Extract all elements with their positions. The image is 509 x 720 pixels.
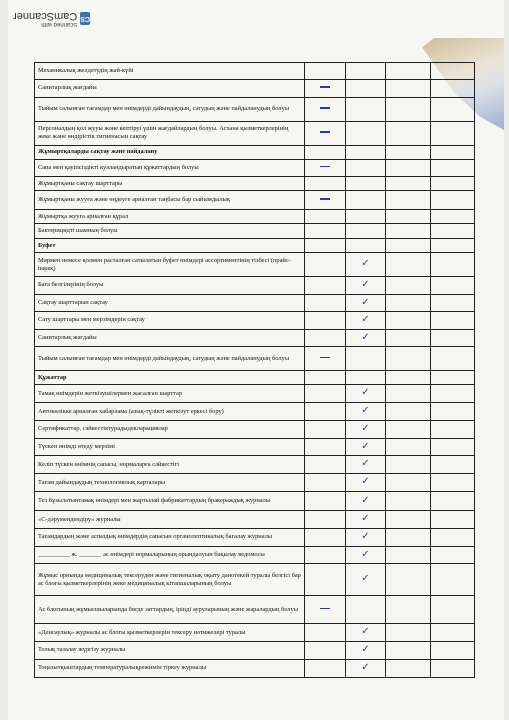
- mark-cell: [431, 294, 475, 312]
- table-row: [35, 177, 475, 191]
- mark-cell: [431, 63, 475, 80]
- row-label: Жұмыртқаны сақтау шарттары: [35, 177, 305, 191]
- mark-cell: [346, 421, 386, 439]
- mark-cell: [386, 210, 431, 224]
- mark-cell: [431, 438, 475, 456]
- checkmark-icon: ✓: [361, 296, 370, 308]
- table-row: [35, 421, 475, 439]
- row-label: Мөрмен немесе қолмен расталған сатылатын буфет өнімдері ассортиментінің тізбесі (прайс-парақ): [35, 253, 305, 277]
- dash-mark-icon: [320, 608, 330, 610]
- mark-cell: [305, 511, 346, 529]
- mark-cell: [346, 529, 386, 547]
- row-label: Тез бұзылатынтамақ өнімдері мен жартылай фабрикаттардың бракераждық журналы: [35, 492, 305, 511]
- table-row: [35, 511, 475, 529]
- table-row: [35, 224, 475, 239]
- mark-cell: [305, 224, 346, 239]
- mark-cell: [386, 97, 431, 121]
- mark-cell: [431, 210, 475, 224]
- inspection-table: [34, 62, 475, 678]
- mark-cell: [431, 624, 475, 642]
- mark-cell: [431, 596, 475, 624]
- mark-cell: [431, 642, 475, 660]
- table-row: [35, 210, 475, 224]
- mark-cell: [386, 642, 431, 660]
- table-row: [35, 253, 475, 277]
- section-header-row: [35, 239, 475, 253]
- mark-cell: [431, 546, 475, 564]
- table-row: [35, 456, 475, 474]
- table-row: [35, 659, 475, 677]
- mark-cell: [386, 371, 431, 385]
- mark-cell: [305, 546, 346, 564]
- row-label: Персоналдың қол жууы және кептіруі үшін жағдайлардың болуы. Асхана қызметкерлерінің жеке және өндірістік гигиенасын сақтау: [35, 121, 305, 145]
- mark-cell: [431, 564, 475, 596]
- table-row: [35, 624, 475, 642]
- table-row: [35, 347, 475, 371]
- mark-cell: [431, 253, 475, 277]
- table-row: [35, 329, 475, 347]
- table-row: [35, 474, 475, 492]
- mark-cell: [305, 642, 346, 660]
- mark-cell: [346, 312, 386, 330]
- mark-cell: [431, 177, 475, 191]
- mark-cell: [386, 329, 431, 347]
- checkmark-icon: ✓: [361, 458, 370, 470]
- row-label: Сату шарттары мен мерзімдерін сақтау: [35, 312, 305, 330]
- mark-cell: [386, 80, 431, 98]
- mark-cell: [346, 63, 386, 80]
- mark-cell: [386, 145, 431, 159]
- table-row: [35, 312, 475, 330]
- mark-cell: [431, 421, 475, 439]
- table-row: [35, 403, 475, 421]
- mark-cell: [386, 564, 431, 596]
- table-row: [35, 492, 475, 511]
- mark-cell: [305, 659, 346, 677]
- mark-cell: [431, 529, 475, 547]
- mark-cell: [431, 97, 475, 121]
- mark-cell: [386, 659, 431, 677]
- mark-cell: [305, 385, 346, 403]
- row-label: «Денсаулық» журналы ас блогы қызметкерлерін тексеру нәтижелері туралы: [35, 624, 305, 642]
- table-row: [35, 159, 475, 177]
- table-row: [35, 97, 475, 121]
- mark-cell: [305, 492, 346, 511]
- mark-cell: [386, 596, 431, 624]
- mark-cell: [305, 371, 346, 385]
- mark-cell: [305, 438, 346, 456]
- row-label: Жұмыртқаны жууға және өңдеуге арналған таңбасы бар сыйымдылық: [35, 191, 305, 210]
- mark-cell: [305, 121, 346, 145]
- mark-cell: [386, 177, 431, 191]
- table-row: [35, 80, 475, 98]
- mark-cell: [305, 329, 346, 347]
- table-row: [35, 438, 475, 456]
- row-label: Тағам дайындаудың технологиялық карталары: [35, 474, 305, 492]
- row-label: Тағамдардың және аспаздық өнімдердің сапасын органолептикалық бағалау журналы: [35, 529, 305, 547]
- row-label: Тамақ өнімдерін жеткізушілермен жасалған шарттар: [35, 385, 305, 403]
- mark-cell: [431, 80, 475, 98]
- checkmark-icon: ✓: [361, 573, 370, 585]
- mark-cell: [346, 438, 386, 456]
- checkmark-icon: ✓: [361, 258, 370, 270]
- mark-cell: [305, 63, 346, 80]
- mark-cell: [386, 421, 431, 439]
- row-label: Тоңазытқыштардың температуралықрежимін тіркеу журналы: [35, 659, 305, 677]
- mark-cell: [386, 312, 431, 330]
- mark-cell: [386, 347, 431, 371]
- mark-cell: [431, 659, 475, 677]
- checkmark-icon: ✓: [361, 531, 370, 542]
- row-label: Сертификаттар, сәйкестіктурадыдекларациялар: [35, 421, 305, 439]
- watermark-brand: CamScanner: [13, 10, 78, 23]
- dash-mark-icon: [320, 131, 330, 133]
- row-label: «С-дәрумендендіру» журналы: [35, 511, 305, 529]
- mark-cell: [386, 438, 431, 456]
- mark-cell: [305, 191, 346, 210]
- table-row: [35, 191, 475, 210]
- row-label: __________ ж. _______ ас өнімдері нормаларының орындалуын бақылау ведомосы: [35, 546, 305, 564]
- mark-cell: [346, 546, 386, 564]
- mark-cell: [431, 347, 475, 371]
- checkmark-icon: ✓: [361, 440, 370, 452]
- mark-cell: [305, 564, 346, 596]
- row-label: Санитарлық жағдайы: [35, 329, 305, 347]
- mark-cell: [346, 564, 386, 596]
- checkmark-icon: ✓: [361, 331, 370, 343]
- mark-cell: [346, 224, 386, 239]
- checkmark-icon: ✓: [361, 661, 370, 673]
- row-label: Келіп түскен өнімнің сапасы, нормаларға сәйкестігі: [35, 456, 305, 474]
- mark-cell: [386, 624, 431, 642]
- row-label: Баға белгілерінің болуы: [35, 277, 305, 295]
- camscanner-watermark: [13, 4, 90, 34]
- mark-cell: [346, 277, 386, 295]
- row-label: Механикалық желдетудің жай-күйі: [35, 63, 305, 80]
- mark-cell: [346, 239, 386, 253]
- table-row: [35, 63, 475, 80]
- table-row: [35, 121, 475, 145]
- mark-cell: [431, 403, 475, 421]
- mark-cell: [431, 277, 475, 295]
- mark-cell: [346, 159, 386, 177]
- mark-cell: [346, 659, 386, 677]
- mark-cell: [346, 329, 386, 347]
- mark-cell: [346, 253, 386, 277]
- row-label: Жұмыртқа жууға арналған құрал: [35, 210, 305, 224]
- mark-cell: [431, 159, 475, 177]
- dash-mark-icon: [320, 166, 330, 168]
- mark-cell: [386, 253, 431, 277]
- mark-cell: [386, 474, 431, 492]
- mark-cell: [346, 80, 386, 98]
- mark-cell: [386, 492, 431, 511]
- mark-cell: [431, 385, 475, 403]
- row-label: Сапа мен қауіпсіздікті куәландыратын құжаттардың болуы: [35, 159, 305, 177]
- mark-cell: [346, 371, 386, 385]
- mark-cell: [305, 97, 346, 121]
- mark-cell: [305, 80, 346, 98]
- mark-cell: [431, 239, 475, 253]
- mark-cell: [305, 177, 346, 191]
- mark-cell: [305, 239, 346, 253]
- checkmark-icon: ✓: [361, 423, 370, 434]
- checkmark-icon: ✓: [361, 548, 370, 560]
- mark-cell: [386, 456, 431, 474]
- mark-cell: [386, 63, 431, 80]
- row-label: Түскен өнімді өтеду мерзімі: [35, 438, 305, 456]
- watermark-caption: Scanned with: [41, 21, 78, 28]
- checkmark-icon: ✓: [361, 279, 370, 290]
- mark-cell: [431, 145, 475, 159]
- checkmark-icon: ✓: [361, 387, 370, 399]
- mark-cell: [305, 456, 346, 474]
- mark-cell: [346, 474, 386, 492]
- mark-cell: [431, 329, 475, 347]
- row-label: Ас блогының жұмысшыларында бөгде заттардың, іріңді ауруларының және жаралардың болуы: [35, 596, 305, 624]
- row-label: Санитарлық жағдайы: [35, 80, 305, 98]
- mark-cell: [346, 385, 386, 403]
- mark-cell: [386, 277, 431, 295]
- section-title: Жұмыртқаларды сақтау және пайдалану: [35, 145, 305, 159]
- table-row: [35, 642, 475, 660]
- mark-cell: [386, 239, 431, 253]
- mark-cell: [305, 210, 346, 224]
- mark-cell: [346, 403, 386, 421]
- mark-cell: [305, 312, 346, 330]
- mark-cell: [305, 529, 346, 547]
- mark-cell: [431, 224, 475, 239]
- mark-cell: [431, 492, 475, 511]
- mark-cell: [431, 121, 475, 145]
- checkmark-icon: ✓: [361, 626, 370, 638]
- section-title: Құжаттар: [35, 371, 305, 385]
- checkmark-icon: ✓: [361, 405, 370, 417]
- table-row: [35, 294, 475, 312]
- dash-mark-icon: [320, 198, 330, 200]
- table-row: [35, 529, 475, 547]
- mark-cell: [346, 347, 386, 371]
- checkmark-icon: ✓: [361, 494, 370, 506]
- mark-cell: [431, 312, 475, 330]
- mark-cell: [305, 474, 346, 492]
- mark-cell: [305, 294, 346, 312]
- mark-cell: [305, 145, 346, 159]
- row-label: Сақтау шарттарын сақтау: [35, 294, 305, 312]
- mark-cell: [386, 546, 431, 564]
- mark-cell: [346, 177, 386, 191]
- checkmark-icon: ✓: [361, 476, 370, 488]
- table-row: [35, 564, 475, 596]
- mark-cell: [346, 642, 386, 660]
- row-label: Бактерицидті шамның болуы: [35, 224, 305, 239]
- mark-cell: [346, 511, 386, 529]
- checkmark-icon: ✓: [361, 314, 370, 325]
- dash-mark-icon: [320, 86, 330, 88]
- mark-cell: [346, 121, 386, 145]
- mark-cell: [386, 224, 431, 239]
- row-label: Автокөлікке арналған хабарлама (азық-түлікті жеткізут еркесі бору): [35, 403, 305, 421]
- mark-cell: [305, 403, 346, 421]
- mark-cell: [305, 253, 346, 277]
- mark-cell: [386, 191, 431, 210]
- mark-cell: [346, 596, 386, 624]
- mark-cell: [386, 294, 431, 312]
- row-label: Тыйым салынған тағамдар мен өнімдерді дайындаудың, сатудың және пайдаланудың болуы: [35, 97, 305, 121]
- dash-mark-icon: [320, 357, 330, 359]
- section-header-row: [35, 371, 475, 385]
- mark-cell: [386, 511, 431, 529]
- mark-cell: [386, 159, 431, 177]
- mark-cell: [431, 474, 475, 492]
- mark-cell: [346, 145, 386, 159]
- mark-cell: [386, 385, 431, 403]
- section-title: Буфет: [35, 239, 305, 253]
- checkmark-icon: ✓: [361, 513, 370, 525]
- mark-cell: [431, 371, 475, 385]
- mark-cell: [431, 456, 475, 474]
- table-row: [35, 546, 475, 564]
- checkmark-icon: ✓: [361, 644, 370, 655]
- mark-cell: [305, 347, 346, 371]
- row-label: Толық тазалау жүргізу журналы: [35, 642, 305, 660]
- mark-cell: [305, 624, 346, 642]
- mark-cell: [386, 529, 431, 547]
- mark-cell: [305, 421, 346, 439]
- mark-cell: [305, 277, 346, 295]
- mark-cell: [431, 191, 475, 210]
- mark-cell: [386, 403, 431, 421]
- row-label: Жұмыс орнында медициналық тексеруден және гигиеналық оқыту данотекей туралы белгісі бар ас блоғы қызметкерлерінің жеке медициналық кітапшаларының болуы: [35, 564, 305, 596]
- mark-cell: [305, 159, 346, 177]
- mark-cell: [305, 596, 346, 624]
- mark-cell: [346, 294, 386, 312]
- table-row: [35, 277, 475, 295]
- table-row: [35, 385, 475, 403]
- mark-cell: [346, 624, 386, 642]
- mark-cell: [346, 456, 386, 474]
- section-header-row: [35, 145, 475, 159]
- mark-cell: [346, 97, 386, 121]
- mark-cell: [346, 210, 386, 224]
- table-row: [35, 596, 475, 624]
- mark-cell: [346, 492, 386, 511]
- dash-mark-icon: [320, 107, 330, 109]
- mark-cell: [386, 121, 431, 145]
- mark-cell: [346, 191, 386, 210]
- camscanner-logo-icon: CS: [80, 13, 90, 26]
- row-label: Тыйым салынған тағамдар мен өнімдерді дайындаудың, сатудың және пайдаланудың болуы: [35, 347, 305, 371]
- mark-cell: [431, 511, 475, 529]
